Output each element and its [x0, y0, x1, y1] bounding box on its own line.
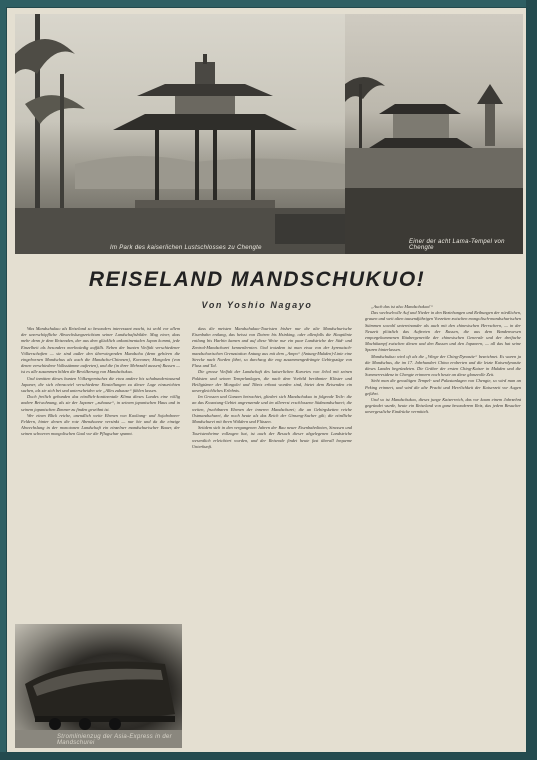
magazine-page: [7, 8, 526, 752]
paragraph: Das wechselvolle Auf und Nieder in den Beziehungen und Reibungen der nördlichen, grauen und weit alten tausendjährigen Vorzeiten zwischen mongolisch-mandschurischen Stämmen sowohl untereinander als auch mit den chinesischen Herrschern, — in der Neuzeit plötzlich das Auftreten der Russen, die aus dem Bandenwesen emporgekommenen Räubergeneräle der chinesischen Generale und der dreifache Machtkampf zwischen diesen und den Russen und den Japanern, — all das hat seine Spuren hinterlassen.: [365, 310, 521, 353]
temple-illustration: [345, 14, 523, 254]
article-column-1: [21, 326, 180, 626]
article-author: Von Yoshio Nagayo: [201, 300, 313, 310]
paragraph: Mandschukuo wird oft als die „Wiege der Ching-Dynastie“ bezeichnet. Es waren ja die Mandschus, die im 17. Jahrhundert China eroberten und die letzte Kaiserdynastie dieses Landes begründeten. Die Gräber der ersten Ching-Kaiser in Mukden und die Sommerresidenz in Chengte erinnern noch heute an diese glanzvolle Zeit.: [365, 353, 521, 378]
article-column-2: [192, 326, 352, 746]
paragraph: „Auch das ist also Mandschukuo!“: [371, 304, 433, 309]
train-photo: [15, 624, 182, 748]
page-edge-bottom: [0, 752, 537, 760]
paragraph: Und inmitten dieses bunten Völkergemisches die etwa andere bis schabundertausend Japaner, die sich ebensoviel verschiedene Einstellungen zu dieser Lage einzurichten suchen, als sie sich bei und unterscheiden wie „Alles zuhause“ fühlen lassen.: [21, 375, 180, 394]
paragraph: Die grosse Vielfalt der Landschaft des kaiserlichen Kurortes von Jehol mit seinen Palästen und seinen Tempelanlagen, die nach dem Vorbild berühmter Klöster und Heiligtümer der Mongolei und Tibets erbaut worden sind, bietet dem Reisenden ein unvergleichliches Erlebnis.: [192, 369, 352, 394]
page-edge-right: [526, 0, 537, 760]
paragraph: Doch freilich gebunden das nördlich-kontinentale Klima dieses Landes eine völlig andere Beiwohnung, als sie der Japaner „zuhause“, in seinem japanischen Haus und in seinem japanischen Zimmer zu finden gewöhnt ist.: [21, 394, 180, 412]
paragraph: Wer einen Blick reiche, unendlich weite Ebenen von Kaoliang- und Sojabohnen-Feldern, hinter denen die rote Abendsonne versinkt — nur hie und da die einzige Abwechslung in der monotonen Landschaft ein einzelner mandschurischer Bauer, der seinen schweren mongolischen Gaul vor die Pflugschar spannt.: [21, 412, 180, 437]
temple-photo: [345, 14, 523, 254]
train-photo-caption: Stromlinienzug der Asia-Express in der Mandschurei: [57, 734, 172, 746]
paragraph: Was Mandschukuo als Reiseland so besonders interessant macht, ist wohl vor allem der unerschöpfliche Abwechslungsreichtum seiner Landschaftsbilder. Mag einer, dass mehr denn je dem Reisenden, der aus dem glücklich unkontinentalen Japan kommt, jede Einzelheit als besonders merkwürdig auffällt. Neben der bunten Vielfalt verschiedener Völkerschaften — sie sind außer den überwiegenden Mandschu (denn gehören die eingebornen Mandschus als auch die Mandschu-Chinesen), Koreaner, Mongolen (von denen verschiedene Volksstämme auftreten), und die (in ihrer Mehrzahl aussen) Russen — ist es alle zusammen bilden die Bevölkerung von Mandschukuo.: [21, 326, 180, 375]
right-photo-caption: Einer der acht Lama-Tempel von Chengte: [409, 239, 505, 251]
article-column-3: [365, 304, 521, 748]
paragraph: Sieht man die gewaltigen Tempel- und Palastanlagen von Chengte, so wird man an Peking erinnert, und wird die alte Pracht und Herrlichkeit der Kaiserzeit vor Augen geführt.: [365, 378, 521, 396]
article-title: REISELAND MANDSCHUKUO!: [88, 268, 426, 291]
left-photo-caption: Im Park des kaiserlichen Lustschlosses zu Chengte: [110, 245, 262, 251]
paragraph: dass die meisten Mandschukuo-Touristen bisher nur die alte Mandschurische Eisenbahn entlang, das heisst von Dairen bis Hsinking, oder allenfalls die Hauptlinie entlang bis Harbin kamen und auf diese Weise nur ein paar Landstriche der Süd- und Zentral-Mandschurei kennenlernten. Und trotzdem ist man etwa von der kyrenaisch-mandschurischen Grenzstation Antung aus mit dem „Ampo“ (Antung-Mukden)-Linie eine Strecke nach Norden fährt, so durchzog die eng zusammengedrängte Gebirgszüge von Fluss und Tal.: [192, 326, 352, 369]
paragraph: Seitdem sich in den vergangenen Jahren der Bau neuer Eisenbahnlinien, Strassen und Touristenheime vollzogen hat, ist auch der Besuch dieser abgelegenen Landstriche wesentlich erleichtert worden, und der Reisende findet heute fast überall bequeme Unterkunft.: [192, 425, 352, 449]
paragraph: Im Grossen und Ganzen betrachtet, gliedert sich Mandschukuo in folgende Teile: die an das Kwantung-Gebiet angrenzende und im allererst erschlossene Südmandschurei; die weiten, fruchtbaren Ebenen der inneren Mandschurei; die an Gebirgsketten reiche Ostmandschurei, die noch heute als das Reich der Ginseng-Sucher gilt; die nördliche Mandschurei mit ihren Wäldern und Flüssen.: [192, 394, 352, 425]
pavilion-photo: [15, 14, 345, 254]
pavilion-illustration: [15, 14, 345, 254]
paragraph: Und so ist Mandschukuo, dieses junge Kaiserreich, das vor kaum einem Jahrzehnt gegründet wurde, heute ein Reiseland von ganz besonderem Reiz, das jedem Besucher unvergessliche Eindrücke vermittelt.: [365, 397, 521, 415]
train-illustration: [15, 624, 182, 748]
